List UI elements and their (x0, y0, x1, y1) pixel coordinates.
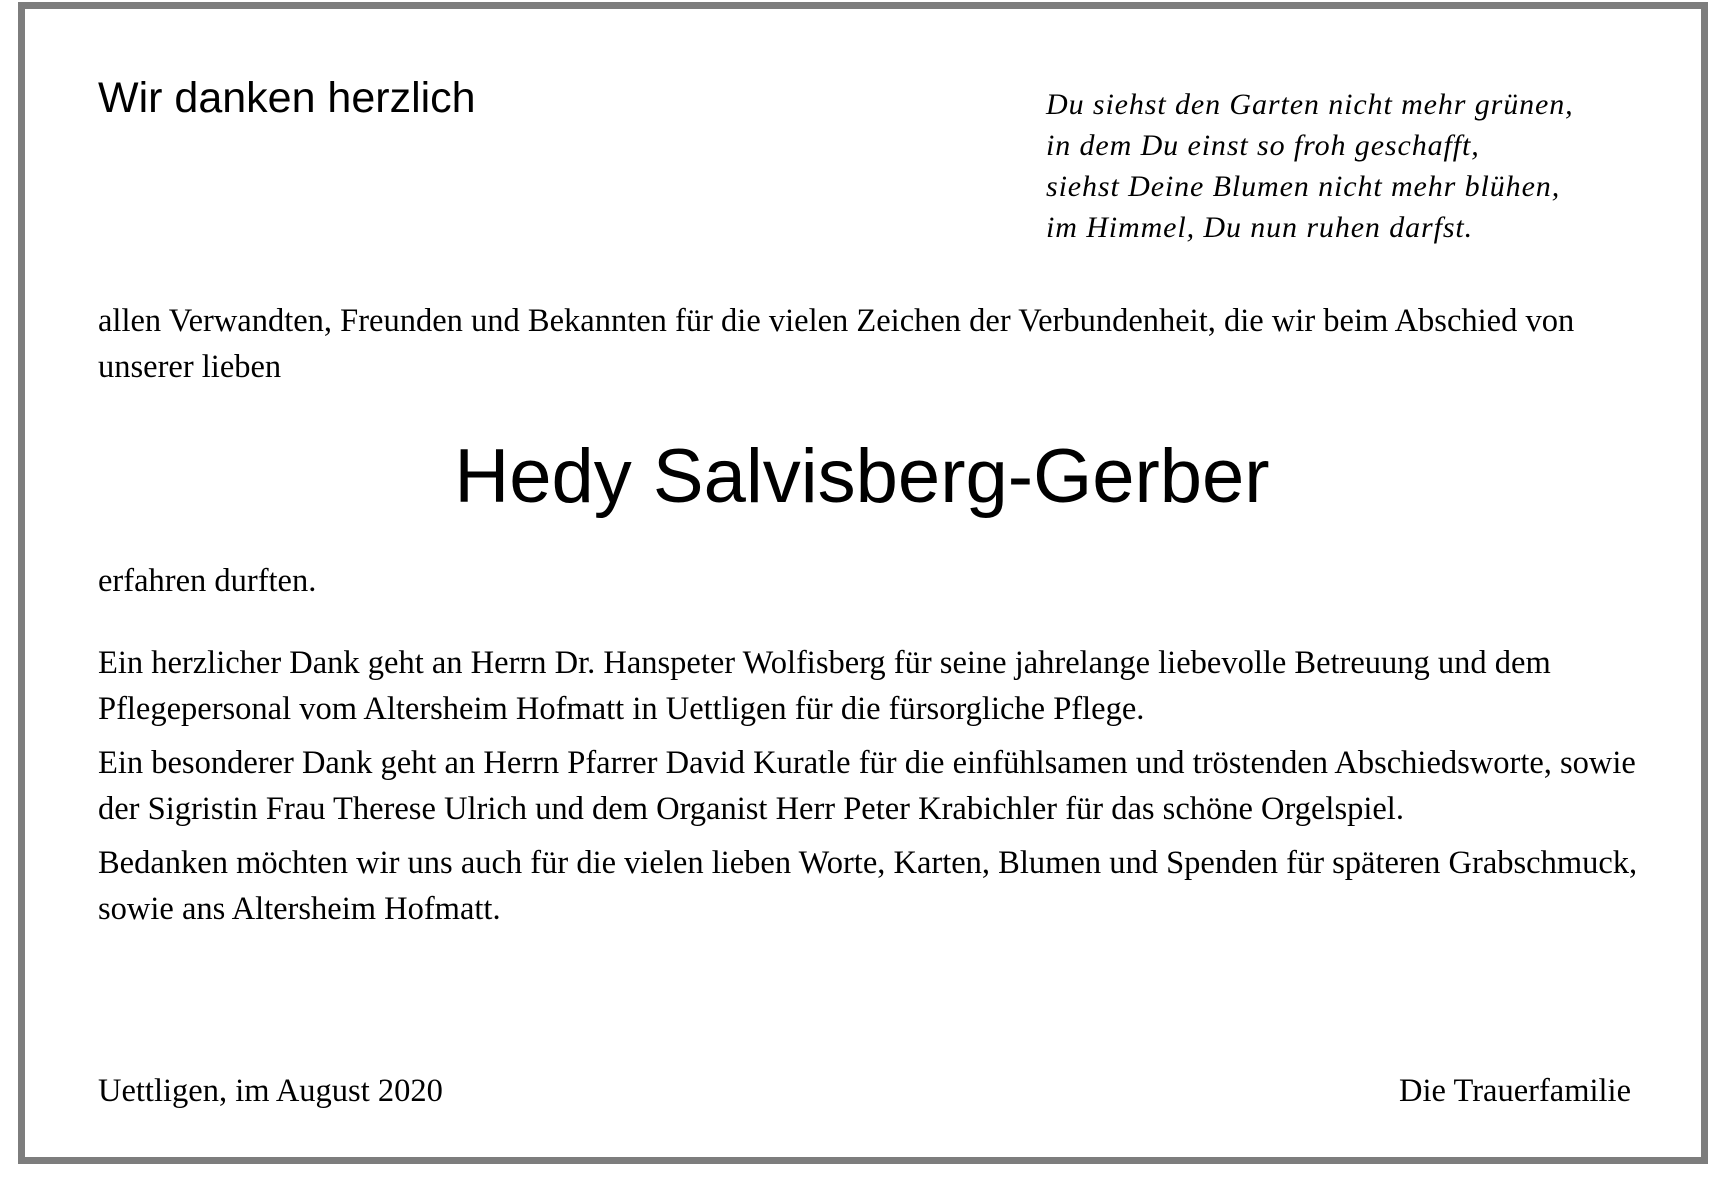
thanks-paragraph: Ein besonderer Dank geht an Herrn Pfarrer David Kuratle für die einfühlsamen und tröstenden Abschiedsworte, sowie der Sigristin Frau Therese Ulrich und dem Organist Herr Peter Krabichler für das schöne Orgelspiel. (98, 745, 1636, 827)
deceased-name: Hedy Salvisberg-Gerber (454, 434, 1270, 519)
thanks-paragraph: Ein herzlicher Dank geht an Herrn Dr. Hanspeter Wolfisberg für seine jahrelange liebevolle Betreuung und dem Pflegepersonal vom Altersheim Hofmatt in Uettligen für die fürsorgliche Pflege. (98, 645, 1551, 727)
signature: Die Trauerfamilie (1399, 1073, 1631, 1109)
thanks-section (98, 640, 1658, 940)
place-date: Uettligen, im August 2020 (98, 1073, 443, 1109)
poem-line: siehst Deine Blumen nicht mehr blühen, (1046, 170, 1561, 203)
thanks-paragraph: Bedanken möchten wir uns auch für die vielen lieben Worte, Karten, Blumen und Spenden für späteren Grabschmuck, sowie ans Altersheim Hofmatt. (98, 845, 1638, 927)
poem-line: im Himmel, Du nun ruhen darfst. (1046, 211, 1474, 244)
poem-line: Du siehst den Garten nicht mehr grünen, (1046, 88, 1574, 121)
after-name-text: erfahren durften. (98, 563, 317, 599)
intro-paragraph: allen Verwandten, Freunden und Bekannten für die vielen Zeichen der Verbundenheit, die wir beim Abschied von unserer lieben (98, 303, 1575, 385)
poem (1046, 84, 1574, 248)
thanks-heading: Wir danken herzlich (98, 74, 476, 122)
poem-line: in dem Du einst so froh geschafft, (1046, 129, 1480, 162)
